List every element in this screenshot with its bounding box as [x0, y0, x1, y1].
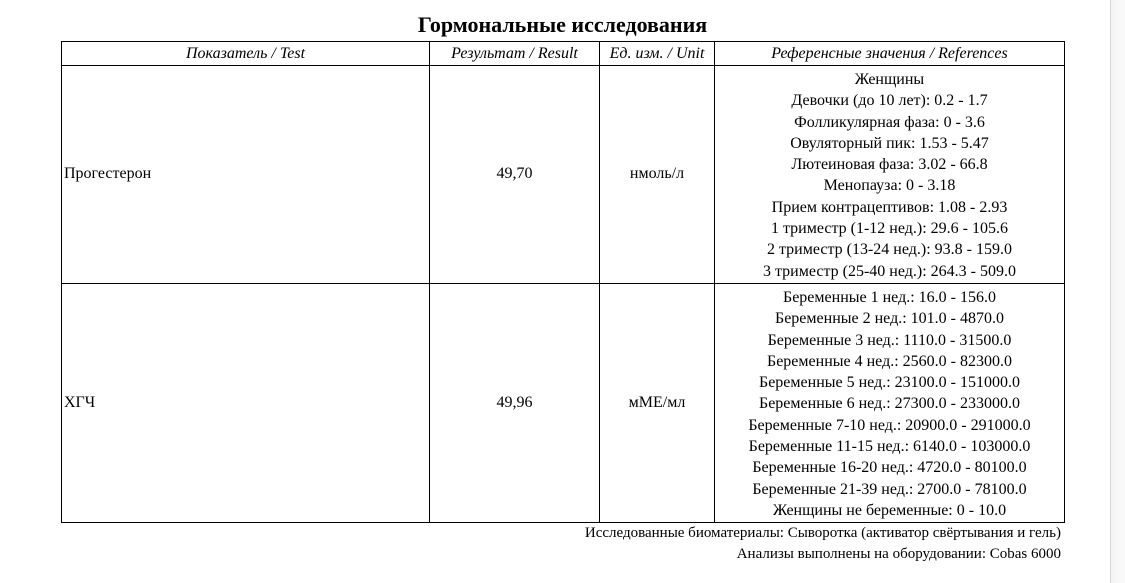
- test-name: Прогестерон: [62, 66, 430, 284]
- reference-line: Беременные 16-20 нед.: 4720.0 - 80100.0: [752, 459, 1027, 477]
- reference-line: 1 триместр (1-12 нед.): 29.6 - 105.6: [770, 220, 1008, 238]
- reference-line: Беременные 3 нед.: 1110.0 - 31500.0: [767, 331, 1012, 349]
- table-header-row: [62, 42, 1065, 66]
- reference-line: Девочки (до 10 лет): 0.2 - 1.7: [791, 92, 988, 110]
- table-row-progesterone: [62, 66, 1065, 284]
- reference-line: Женщины: [854, 71, 925, 88]
- page-title: Гормональные исследования: [417, 12, 708, 37]
- results-table: [61, 41, 1065, 523]
- page-edge: [1110, 0, 1125, 583]
- header-unit: Ед. изм. / Unit: [600, 42, 715, 66]
- unit-value: нмоль/л: [600, 66, 715, 284]
- result-value: 49,70: [430, 66, 600, 284]
- reference-line: Беременные 4 нед.: 2560.0 - 82300.0: [767, 352, 1012, 370]
- reference-line: Беременные 11-15 нед.: 6140.0 - 103000.0: [748, 438, 1031, 456]
- unit-value: мМЕ/мл: [600, 283, 715, 522]
- reference-line: Беременные 21-39 нед.: 2700.0 - 78100.0: [752, 480, 1027, 498]
- reference-line: 2 триместр (13-24 нед.): 93.8 - 159.0: [766, 241, 1012, 259]
- reference-line: Фолликулярная фаза: 0 - 3.6: [794, 113, 985, 131]
- reference-line: Беременные 7-10 нед.: 20900.0 - 291000.0: [748, 416, 1031, 434]
- reference-line: Лютеиновая фаза: 3.02 - 66.8: [791, 156, 988, 174]
- reference-line: Беременные 6 нед.: 27300.0 - 233000.0: [759, 395, 1020, 413]
- test-name: ХГЧ: [62, 283, 430, 522]
- header-test: Показатель / Test: [62, 42, 430, 66]
- reference-line: Беременные 2 нед.: 101.0 - 4870.0: [775, 310, 1004, 328]
- table-row-hcg: [62, 283, 1065, 522]
- header-result: Результат / Result: [430, 42, 600, 66]
- reference-line: 3 триместр (25-40 нед.): 264.3 - 509.0: [762, 262, 1016, 280]
- header-references: Референсные значения / References: [715, 42, 1065, 66]
- reference-line: Овуляторный пик: 1.53 - 5.47: [790, 134, 989, 152]
- result-value: 49,96: [430, 283, 600, 522]
- footer-biomaterial: Исследованные биоматериалы: Сыворотка (активатор свёртывания и гель): [584, 525, 1061, 541]
- reference-line: Прием контрацептивов: 1.08 - 2.93: [771, 198, 1008, 216]
- footer-equipment: Анализы выполнены на оборудовании: Cobas 6000: [736, 546, 1061, 562]
- reference-line: Беременные 5 нед.: 23100.0 - 151000.0: [759, 374, 1020, 392]
- reference-values: [715, 283, 1065, 522]
- reference-line: Беременные 1 нед.: 16.0 - 156.0: [783, 288, 996, 306]
- reference-values: [715, 66, 1065, 284]
- reference-line: Менопауза: 0 - 3.18: [823, 177, 956, 195]
- reference-line: Женщины не беременные: 0 - 10.0: [772, 501, 1007, 519]
